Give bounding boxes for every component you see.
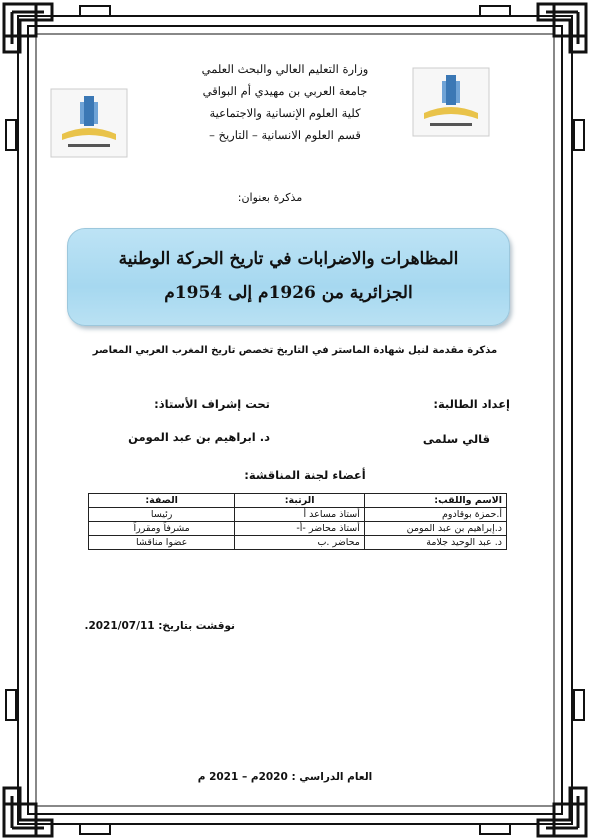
supervisor-name: د. ابراهيم بن عبد المومن <box>128 430 270 444</box>
defense-date: نوقشت بتاريخ: 2021/07/11. <box>84 620 235 632</box>
jury-rank: محاضر .ب <box>235 536 365 550</box>
header-role: الصفة: <box>89 494 235 508</box>
jury-rank: أستاذ محاضر -أ- <box>235 522 365 536</box>
jury-table <box>88 493 507 550</box>
table-row <box>89 522 507 536</box>
jury-role: رئيسا <box>89 508 235 522</box>
university-logo-icon <box>50 88 128 158</box>
header-name: الاسم واللقب: <box>364 494 506 508</box>
university-name: جامعة العربي بن مهيدي أم البواقي <box>202 84 368 98</box>
thesis-title-line1: المظاهرات والاضرابات في تاريخ الحركة الوطنية <box>118 249 459 269</box>
jury-rank: أستاذ مساعد أ <box>235 508 365 522</box>
student-label: إعداد الطالبة: <box>433 397 510 411</box>
institution-header <box>160 58 410 146</box>
student-name: قالي سلمى <box>422 432 490 446</box>
university-logo-right <box>412 67 490 137</box>
university-logo-left <box>50 88 128 158</box>
table-row <box>89 536 507 550</box>
academic-year: العام الدراسي : 2020م – 2021 م <box>197 771 373 783</box>
university-logo-icon <box>412 67 490 137</box>
jury-name: د. عبد الوحيد جلامة <box>364 536 506 550</box>
supervisor-label: تحت إشراف الأستاذ: <box>154 397 270 411</box>
faculty-name: كلية العلوم الإنسانية والاجتماعية <box>209 106 361 120</box>
department-name: قسم العلوم الانسانية – التاريخ – <box>209 128 361 142</box>
jury-label: أعضاء لجنة المناقشة: <box>244 468 366 482</box>
table-row <box>89 508 507 522</box>
jury-role: مشرفاً ومقرراً <box>89 522 235 536</box>
ministry-name: وزارة التعليم العالي والبحث العلمي <box>201 62 369 76</box>
table-header-row <box>89 494 507 508</box>
jury-name: أ.حمزة بوقادوم <box>364 508 506 522</box>
thesis-title-line2: الجزائرية من 1926م إلى 1954م <box>164 283 413 303</box>
jury-name: د.إبراهيم بن عبد المومن <box>364 522 506 536</box>
thesis-subtitle: مذكرة مقدمة لنيل شهادة الماستر في التاريخ تخصص تاريخ المغرب العربي المعاصر <box>92 345 498 356</box>
thesis-title-box <box>67 228 510 326</box>
jury-role: عضوا مناقشا <box>89 536 235 550</box>
memo-label: مذكرة بعنوان: <box>237 191 303 204</box>
header-rank: الرتبة: <box>235 494 365 508</box>
